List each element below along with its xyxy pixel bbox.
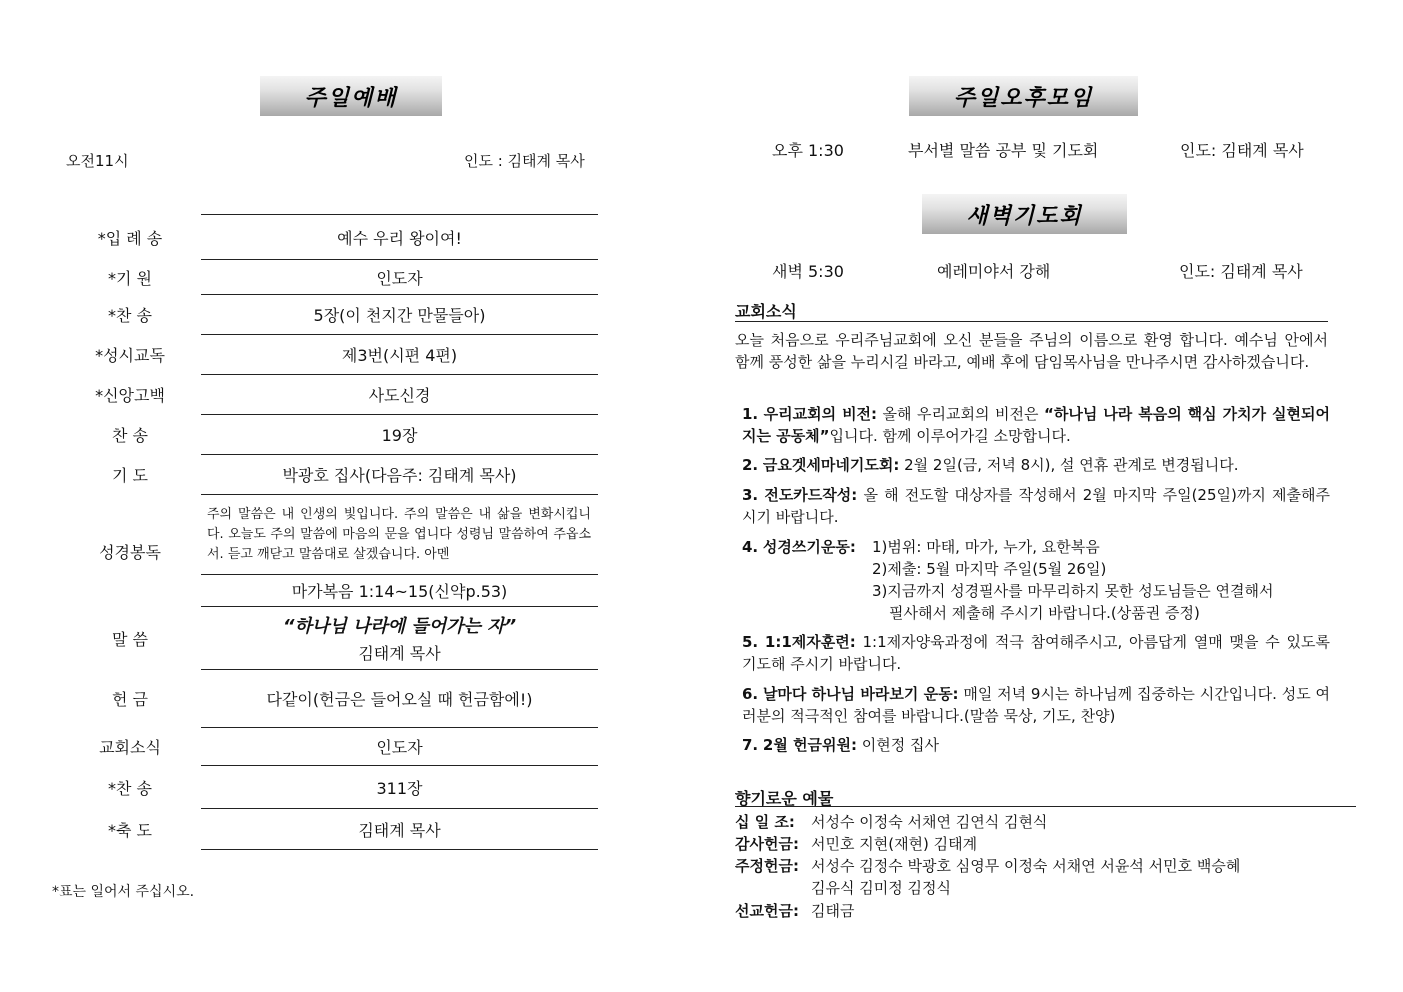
sermon-preacher: 김태계 목사 [358,644,441,663]
order-row [60,455,598,493]
order-label: *신앙고백 [95,385,165,405]
dawn-banner: 새벽기도회 [922,194,1127,234]
order-content: 19장 [381,425,418,445]
offering-row [735,833,977,855]
news-item [742,454,1330,476]
news-title: 성경쓰기운동: [762,538,856,556]
news-num: 5. [742,633,759,651]
order-content: 제3번(시편 4편) [341,345,458,365]
dawn-desc: 예레미야서 강해 [937,262,1051,281]
service-leader: 인도 : 김태계 목사 [464,152,585,170]
news-title: 2월 헌금위원: [762,736,858,754]
news-subitem: 필사해서 제출해 주시기 바랍니다.(상품권 증정) [889,604,1200,622]
order-label: *기 원 [108,268,152,288]
order-label: 말 씀 [112,629,148,649]
afternoon-banner: 주일오후모임 [909,76,1138,116]
order-row [60,295,598,333]
order-label: 교회소식 [99,737,161,757]
order-content: 김태계 목사 [358,820,441,840]
news-text: 이현정 집사 [857,736,940,754]
dawn-time: 새벽 5:30 [772,262,844,281]
news-item [742,631,1330,675]
order-content: 예수 우리 왕이여! [337,228,462,248]
order-label: *축 도 [108,820,152,840]
offering-names-line: 서성수 김정수 박광호 심영무 이정숙 서채연 서윤석 서민호 백승혜 [811,857,1241,875]
scripture-reference: 마가복음 1:14~15(신약p.53) [291,582,508,601]
news-num: 7. [742,736,759,754]
order-label: 성경봉독 [99,542,161,562]
news-intro: 오늘 처음으로 우리주님교회에 오신 분들을 주님의 이름으로 환영 합니다. 예수님 안에서 함께 풍성한 삶을 누리시길 바라고, 예배 후에 담임목사님을 만나주시면 감사하겠습니다. [735,331,1328,371]
news-item [742,484,1330,528]
news-title: 우리교회의 비전: [763,405,878,423]
news-heading: 교회소식 [735,302,797,321]
order-row [60,809,598,849]
offering-names [811,855,1240,899]
order-row [60,415,598,453]
order-content: 박광호 집사(다음주: 김태계 목사) [282,465,517,485]
worship-banner: 주일예배 [260,76,442,116]
order-row [60,728,598,764]
news-num: 2. [742,456,759,474]
offering-row [735,811,1047,833]
order-label: 기 도 [112,465,148,485]
order-row [60,375,598,413]
offering-names: 김태금 [811,902,855,920]
news-subitems [872,536,1332,624]
news-subitem: 2)제출: 5월 마지막 주일(5월 26일) [872,560,1107,578]
offering-names: 서성수 이정숙 서채연 김연식 김현식 [811,813,1048,831]
news-highlight: “하나님 나라 복음의 핵심 가치가 실현되어지는 공동체” [742,405,1330,445]
afternoon-desc: 부서별 말씀 공부 및 기도회 [908,141,1099,160]
offering-label: 선교헌금: [735,902,799,920]
order-label: *찬 송 [108,778,152,798]
news-title: 날마다 하나님 바라보기 운동: [762,685,959,703]
order-label: 찬 송 [112,425,148,445]
afternoon-leader: 인도: 김태계 목사 [1180,141,1304,160]
sermon-title: “하나님 나라에 들어가는 자” [282,616,517,637]
news-item [742,734,1330,756]
order-content: 311장 [376,778,423,798]
order-row [60,766,598,808]
news-text: 올해 우리교회의 비전은 [877,405,1044,423]
order-label: 헌 금 [112,689,148,709]
news-num: 1. [742,405,759,423]
dawn-leader: 인도: 김태계 목사 [1179,262,1303,281]
news-num: 4. [742,538,759,556]
service-time: 오전11시 [66,152,129,170]
news-num: 3. [742,486,759,504]
news-text: 1:1제자양육과정에 적극 참여해주시고, 아름답게 열매 맺을 수 있도록 기도해 주시기 바랍니다. [742,633,1330,673]
news-text: 올 해 전도할 대상자를 작성해서 2월 마지막 주일(25일)까지 제출해주시기 바랍니다. [742,486,1330,526]
news-text: 입니다. 함께 이루어가길 소망합니다. [829,427,1071,445]
offering-names-line: 김유식 김미정 김정식 [811,879,951,897]
news-subitem: 1)범위: 마태, 마가, 누가, 요한복음 [872,538,1100,556]
offering-names: 서민호 지현(재현) 김태계 [811,835,978,853]
news-num: 6. [742,685,759,703]
order-content: 사도신경 [368,385,431,405]
order-row [60,260,598,294]
news-subitem: 3)지금까지 성경필사를 마무리하지 못한 성도님들은 연결해서 [872,582,1274,600]
news-item [742,403,1330,447]
news-item [742,683,1330,727]
offering-label: 십 일 조: [735,813,795,831]
order-label: *성시교독 [95,345,165,365]
scripture-prayer-text: 주의 말씀은 내 인생의 빛입니다. 주의 말씀은 내 삶을 변화시킵니다. 오늘도 주의 말씀에 마음의 문을 엽니다 성령님 말씀하여 주옵소서. 듣고 깨닫고 말씀대로 살겠습니다. 아멘 [207,507,591,562]
news-title: 금요겟세마네기도회: [762,456,900,474]
order-row [60,335,598,373]
offering-label: 감사헌금: [735,835,799,853]
order-row [60,670,598,726]
offering-label: 주정헌금: [735,857,799,875]
footnote: *표는 일어서 주십시오. [52,884,195,900]
offerings-heading: 향기로운 예물 [735,789,834,808]
order-row [60,216,598,258]
news-text: 매일 저녁 9시는 하나님께 집중하는 시간입니다. 성도 여러분의 적극적인 참여를 바랍니다.(말씀 묵상, 기도, 찬양) [742,685,1330,725]
order-content: 5장(이 천지간 만물들아) [313,305,486,325]
order-content: 인도자 [376,737,423,757]
order-label: *찬 송 [108,305,152,325]
order-label: *입 례 송 [97,228,163,248]
news-text: 2월 2일(금, 저녁 8시), 설 연휴 관계로 변경됩니다. [899,456,1239,474]
offering-row [735,855,1240,899]
news-title: 1:1제자훈련: [764,633,856,651]
news-title: 전도카드작성: [764,486,858,504]
order-content: 다같이(헌금은 들어오실 때 헌금함에!) [266,689,533,709]
order-content: 인도자 [376,268,423,288]
afternoon-time: 오후 1:30 [772,141,844,160]
offering-row [735,900,854,922]
